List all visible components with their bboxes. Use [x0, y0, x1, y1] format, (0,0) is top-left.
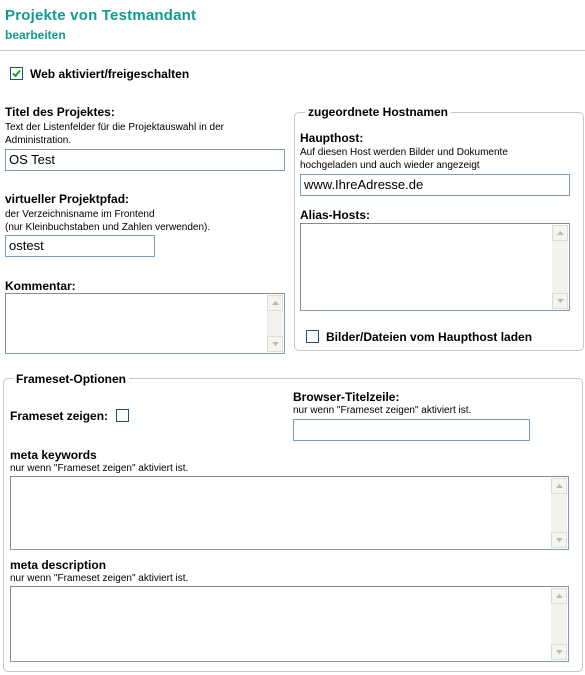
scroll-down-arrow-icon[interactable] [552, 293, 568, 309]
scroll-up-arrow-icon[interactable] [552, 225, 568, 241]
alias-hosts-scrollbar[interactable] [552, 225, 568, 309]
meta-description-hint: nur wenn "Frameset zeigen" aktiviert ist. [10, 573, 189, 584]
scroll-up-arrow-icon[interactable] [267, 295, 283, 311]
virtual-path-label: virtueller Projektpfad: [5, 192, 130, 206]
meta-keywords-hint: nur wenn "Frameset zeigen" aktiviert ist. [10, 463, 189, 474]
virtual-path-input[interactable]: ostest [5, 235, 155, 257]
project-title-hint: Text der Listenfelder für die Projektauswahl in der Administration. [5, 122, 225, 146]
frameset-show-checkbox[interactable] [116, 409, 129, 422]
project-title-input[interactable]: OS Test [5, 149, 285, 171]
hostnames-legend: zugeordnete Hostnamen [305, 105, 451, 119]
web-enabled-label: Web aktiviert/freigeschalten [30, 67, 190, 81]
browser-title-hint: nur wenn "Frameset zeigen" aktiviert ist. [293, 405, 472, 416]
meta-description-textarea[interactable] [10, 586, 569, 662]
alias-hosts-label: Alias-Hosts: [300, 208, 371, 222]
browser-title-label: Browser-Titelzeile: [293, 390, 400, 404]
comment-textarea[interactable] [5, 293, 285, 354]
frameset-show-label: Frameset zeigen: [10, 409, 109, 423]
header-divider [0, 50, 585, 51]
scroll-down-arrow-icon[interactable] [551, 532, 567, 548]
meta-description-scrollbar[interactable] [551, 588, 567, 660]
meta-keywords-scrollbar[interactable] [551, 478, 567, 548]
page-subtitle: bearbeiten [5, 28, 66, 42]
scroll-down-arrow-icon[interactable] [267, 336, 283, 352]
checkmark-icon [11, 68, 22, 79]
frameset-legend: Frameset-Optionen [13, 372, 129, 386]
main-host-hint: Auf diesen Host werden Bilder und Dokumente hochgeladen und auch wieder angezeigt [300, 147, 508, 171]
virtual-path-hint: der Verzeichnisname im Frontend (nur Kleinbuchstaben und Zahlen verwenden). [5, 209, 211, 233]
browser-title-input[interactable] [293, 419, 530, 441]
meta-keywords-textarea[interactable] [10, 476, 569, 550]
page-title: Projekte von Testmandant [5, 7, 197, 24]
web-enabled-checkbox[interactable] [10, 67, 23, 80]
project-title-label: Titel des Projektes: [5, 105, 115, 119]
scroll-up-arrow-icon[interactable] [551, 478, 567, 494]
main-host-input[interactable]: www.IhreAdresse.de [300, 174, 570, 196]
main-host-label: Haupthost: [300, 131, 364, 145]
alias-hosts-textarea[interactable] [300, 223, 570, 311]
meta-keywords-label: meta keywords [10, 448, 97, 462]
load-from-main-host-checkbox[interactable] [306, 330, 319, 343]
meta-description-label: meta description [10, 558, 107, 572]
scroll-up-arrow-icon[interactable] [551, 588, 567, 604]
comment-scrollbar[interactable] [267, 295, 283, 352]
load-from-main-host-label: Bilder/Dateien vom Haupthost laden [326, 330, 533, 344]
comment-label: Kommentar: [5, 279, 76, 293]
scroll-down-arrow-icon[interactable] [551, 644, 567, 660]
